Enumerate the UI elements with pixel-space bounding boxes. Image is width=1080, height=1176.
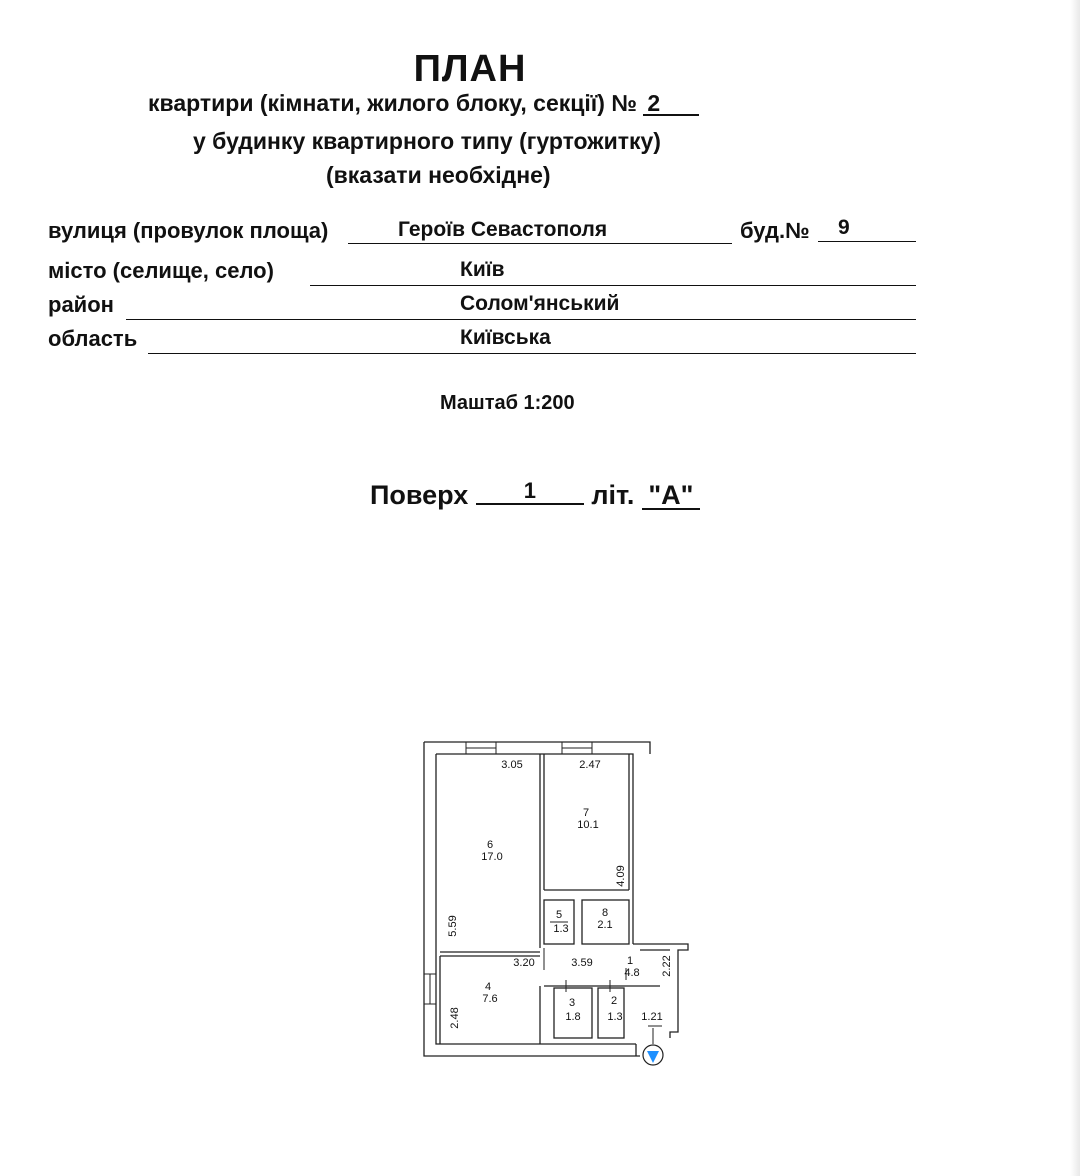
plan-windows (424, 742, 592, 1004)
entrance-marker (643, 1045, 663, 1065)
building-underline (818, 241, 916, 242)
room-4-number: 4 (484, 981, 492, 993)
region-label: область (48, 326, 138, 351)
floor-plan (400, 730, 700, 1080)
region-value: Київська (460, 326, 551, 349)
document-title: ПЛАН (413, 48, 527, 90)
building-label: буд.№ (740, 218, 810, 243)
city-underline (310, 285, 916, 286)
room-8-number: 8 (601, 907, 609, 919)
dim-entry-width: 1.21 (641, 1011, 663, 1023)
room-4-area: 7.6 (482, 993, 498, 1005)
subtitle-apartment-prefix: квартири (кімнати, жилого блоку, секції) № (148, 90, 637, 116)
dim-room7-width: 2.47 (579, 759, 601, 771)
dim-room6-width: 3.05 (501, 759, 523, 771)
district-value: Солом'янський (460, 292, 620, 315)
district-label: район (48, 292, 114, 317)
dim-room7-length: 4.09 (615, 865, 627, 887)
lit-value: "А" (642, 482, 700, 510)
floor-row (370, 480, 700, 511)
street-value: Героїв Севастополя (398, 218, 608, 241)
street-row (48, 214, 916, 244)
region-underline (148, 353, 916, 354)
apartment-number: 2 (643, 92, 699, 116)
page-edge-shadow (1070, 0, 1080, 1176)
room-7-number: 7 (582, 807, 590, 819)
room-7-area: 10.1 (577, 819, 599, 831)
city-row (48, 254, 916, 284)
floor-value: 1 (476, 479, 584, 505)
building-value: 9 (838, 216, 850, 239)
dim-room6-length: 5.59 (447, 915, 459, 937)
region-row (48, 322, 916, 352)
room-3-number: 3 (568, 997, 576, 1009)
dim-room1-length: 2.22 (661, 955, 673, 977)
floor-label: Поверх (370, 480, 469, 510)
district-row (48, 288, 916, 318)
room-5-number: 5 (555, 909, 563, 921)
dim-corridor-right: 3.59 (571, 957, 593, 969)
city-value: Київ (460, 258, 505, 281)
lit-label: літ. (591, 480, 635, 510)
room-8-area: 2.1 (597, 919, 613, 931)
street-label: вулиця (провулок площа) (48, 218, 329, 243)
room-6-number: 6 (486, 839, 494, 851)
room-1-area: 4.8 (624, 967, 640, 979)
subtitle-note: (вказати необхідне) (326, 162, 551, 188)
room-3-area: 1.8 (565, 1011, 581, 1023)
room-2-number: 2 (610, 995, 618, 1007)
room-5-area: 1.3 (553, 923, 569, 935)
plan-walls (424, 742, 688, 1056)
room-2-area: 1.3 (607, 1011, 623, 1023)
room-6-area: 17.0 (481, 851, 503, 863)
subtitle-apartment (148, 90, 699, 117)
street-underline (348, 243, 732, 244)
district-underline (126, 319, 916, 320)
subtitle-building-type: у будинку квартирного типу (гуртожитку) (193, 128, 661, 154)
scale-label: Маштаб 1:200 (440, 392, 575, 414)
city-label: місто (селище, село) (48, 258, 274, 283)
dim-corridor-left: 3.20 (513, 957, 535, 969)
room-1-number: 1 (626, 955, 634, 967)
dim-room4-length: 2.48 (449, 1007, 461, 1029)
